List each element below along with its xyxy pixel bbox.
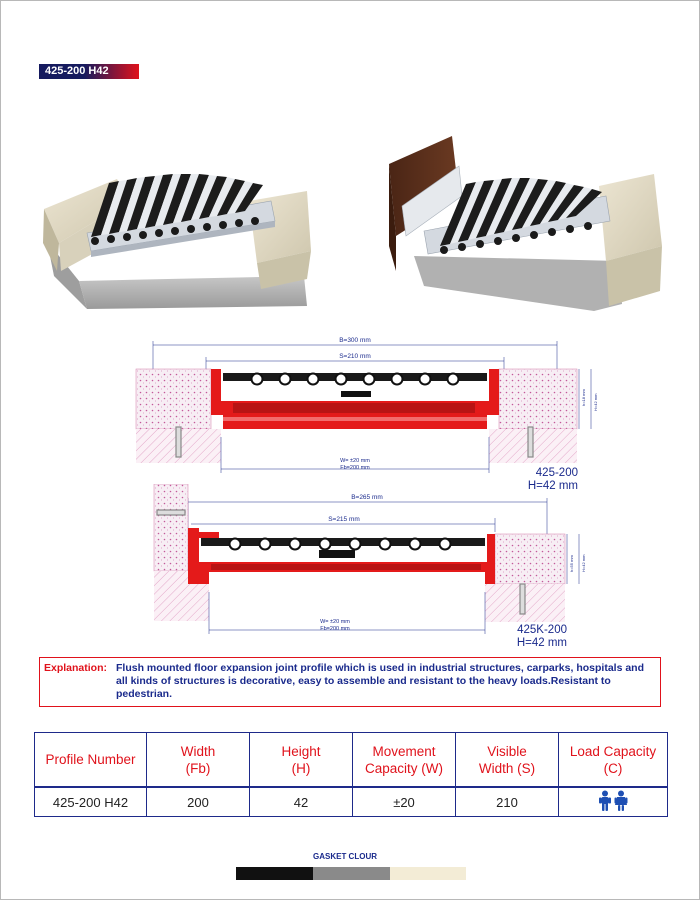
height-top: H=42 mm bbox=[527, 480, 578, 491]
dim-h-top: H=42 mm bbox=[593, 393, 598, 411]
cross-section-floor bbox=[1, 331, 700, 491]
height-bottom: H=42 mm bbox=[516, 637, 567, 649]
header-height: Height (H) bbox=[250, 733, 353, 788]
dim-h-bottom: H=42 mm bbox=[581, 554, 586, 572]
header-profile-number: Profile Number bbox=[35, 733, 147, 788]
dim-b-top: B=300 mm bbox=[339, 337, 371, 344]
dim-fb-bottom: Fb=200 mm bbox=[320, 626, 350, 632]
explanation-text: Flush mounted floor expansion joint profile which is used in industrial structures, carparks, hospitals and all kinds of structures is decorative, easy to assemble and resistant to the heavy loads.Resistant to pedestrian. bbox=[116, 662, 644, 700]
header-load-capacity: Load Capacity (C) bbox=[559, 733, 668, 788]
cell-profile-number: 425-200 H42 bbox=[35, 787, 147, 817]
iso-render-wall bbox=[384, 136, 669, 316]
dim-h-small-bottom: h=55 mm bbox=[569, 555, 574, 572]
pedestrian-icon bbox=[596, 790, 630, 812]
header-visible-width: Visible Width (S) bbox=[456, 733, 559, 788]
header-width: Width (Fb) bbox=[147, 733, 250, 788]
table-row bbox=[35, 787, 668, 817]
gasket-swatch-beige bbox=[390, 867, 466, 880]
profile-badge: 425-200 H42 bbox=[39, 64, 139, 79]
dim-w-bottom: W= ±20 mm bbox=[320, 619, 350, 625]
dim-s-top: S=210 mm bbox=[339, 353, 371, 360]
code-bottom: 425K-200 bbox=[517, 624, 567, 636]
cross-section-wall bbox=[1, 484, 700, 649]
gasket-swatch-black bbox=[236, 867, 313, 880]
header-movement: Movement Capacity (W) bbox=[353, 733, 456, 788]
dim-fb-top: Fb=200 mm bbox=[340, 465, 370, 471]
iso-render-floor bbox=[39, 171, 314, 311]
cell-visible-width: 210 bbox=[456, 787, 559, 817]
cell-load-capacity bbox=[559, 787, 668, 817]
dim-b-bottom: B=265 mm bbox=[351, 494, 383, 501]
spec-table bbox=[34, 732, 668, 817]
code-top: 425-200 bbox=[535, 467, 578, 479]
cell-width: 200 bbox=[147, 787, 250, 817]
dim-h-small-top: h=18 mm bbox=[581, 389, 586, 406]
cell-movement: ±20 bbox=[353, 787, 456, 817]
gasket-swatch-grey bbox=[313, 867, 390, 880]
dim-w-top: W= ±20 mm bbox=[340, 458, 370, 464]
dim-s-bottom: S=215 mm bbox=[328, 516, 360, 523]
table-header-row bbox=[35, 733, 668, 788]
explanation-box bbox=[39, 657, 661, 707]
explanation-label: Explanation: bbox=[44, 662, 108, 674]
gasket-label: GASKET CLOUR bbox=[313, 852, 377, 861]
cell-height: 42 bbox=[250, 787, 353, 817]
